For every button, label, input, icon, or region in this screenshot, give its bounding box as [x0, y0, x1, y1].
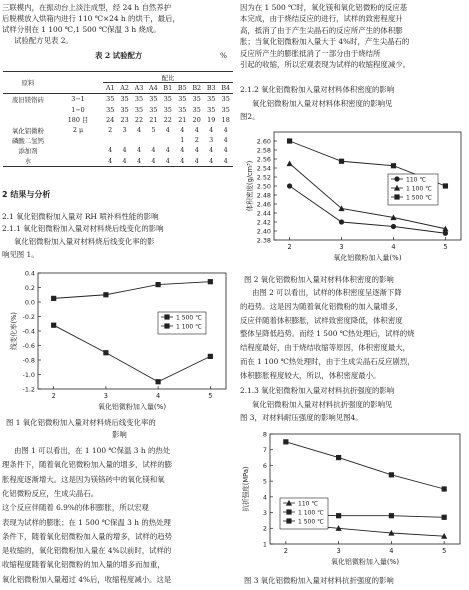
x-tick-label: 2 — [283, 547, 288, 555]
table-cell: 4 — [194, 156, 199, 165]
table-unit: % — [220, 51, 228, 60]
y-tick-label: 2.52 — [256, 173, 271, 182]
subsubsection-heading: 2.1.2 氧化铝微粉加入量对材料体积密度的影响 — [240, 85, 395, 94]
y-tick-label: -0.2 — [22, 312, 35, 321]
data-point — [443, 183, 448, 188]
table-cell — [132, 135, 146, 145]
data-point — [339, 159, 344, 164]
table-cell: 2 — [108, 126, 113, 135]
y-tick-label: 0.2 — [24, 283, 35, 292]
table-row — [3, 156, 233, 166]
table-col-header: B5 — [177, 84, 187, 93]
legend-label: 1 100 ℃ — [298, 509, 324, 517]
y-tick-label: 5 — [262, 477, 267, 486]
table-col-header: B1 — [163, 84, 173, 93]
y-tick-label: 2.44 — [256, 209, 271, 218]
y-tick-label: -1.0 — [22, 370, 35, 379]
y-tick-label: 0.4 — [24, 269, 35, 278]
table-cell: 4 — [209, 126, 214, 135]
table-cell: 21 — [178, 115, 187, 124]
text-line: 本完成，由于烧结反应的进行，试样的致密程度升 — [240, 14, 403, 24]
table-cell: 4 — [165, 126, 170, 135]
table-cell: 4 — [180, 126, 185, 135]
text-line: 胀；当氧化铝微粉加入量大于 4%时，产生尖晶石的 — [240, 37, 410, 47]
y-tick-label: 2.58 — [256, 146, 271, 155]
table-cell: 22 — [134, 115, 144, 124]
table-row — [3, 135, 233, 145]
figure-1-caption: 图 1 氧化铝微粉加入量对材料烧后线变化率的 — [6, 418, 156, 427]
data-point — [336, 455, 341, 460]
legend-label: 1 100 ℃ — [176, 323, 202, 331]
x-tick-label: 4 — [389, 547, 394, 555]
y-tick-label: 2.50 — [256, 182, 271, 191]
text-line: 而在 1 100 ℃热处理时，由于生成尖晶石反应剧烈， — [240, 357, 415, 366]
table-col-header: A4 — [149, 84, 158, 93]
table-cell: 35 — [163, 95, 172, 104]
data-point — [389, 513, 394, 518]
y-tick-label: 4 — [262, 493, 267, 502]
table-cell: 35 — [207, 105, 216, 114]
table-row — [3, 94, 233, 105]
text-line: 反应伴随着体积膨胀，试样致密度降低，体积密度 — [240, 315, 403, 325]
legend-label: 1 100 ℃ — [406, 185, 432, 193]
table-cell: 4 — [108, 156, 113, 165]
table-cell: 21 — [149, 115, 158, 124]
text-line: 收缩程度随着氧化铝微粉的加入量的增多而加重， — [2, 560, 165, 570]
figure-1-chart — [0, 265, 234, 425]
text-line: 是收缩的，氧化铝微粉加入量在 4%以前时，试样的 — [2, 546, 172, 556]
table-col-header: B4 — [221, 84, 231, 93]
table-col-header: B2 — [192, 84, 202, 93]
table-cell: 4 — [180, 146, 185, 155]
data-point — [156, 282, 161, 287]
legend-label: 110 ℃ — [298, 500, 319, 508]
table-row — [3, 125, 233, 135]
data-point — [287, 183, 292, 188]
table-cell: 4 — [165, 146, 170, 155]
data-point — [286, 518, 291, 523]
y-tick-label: 0.0 — [24, 298, 35, 307]
text-line: 图2。 — [240, 112, 260, 121]
y-tick-label: -0.4 — [22, 327, 35, 336]
data-point — [208, 279, 213, 284]
data-point — [103, 292, 108, 297]
table-cell-material — [3, 105, 53, 115]
table-col-header: A1 — [105, 84, 115, 93]
data-point — [336, 513, 341, 518]
data-point — [286, 160, 292, 166]
table-cell: 4 — [136, 156, 142, 165]
table-cell-material: 氧化铝微粉 — [12, 126, 44, 135]
y-tick-label: 7 — [262, 446, 267, 455]
table-cell — [146, 135, 160, 145]
table-cell-size: 1−0 — [71, 105, 85, 114]
table-cell: 24 — [106, 115, 115, 124]
table-cell-material: 磷酸二氢钙 — [12, 136, 44, 145]
x-tick-label: 4 — [156, 392, 161, 400]
figure-2-caption: 图 2 氧化铝微粉加入量对材料体积密度的影响 — [244, 275, 394, 284]
table-col-header: A3 — [134, 84, 144, 93]
data-point — [164, 323, 169, 328]
figure-2-chart — [238, 126, 469, 268]
text-line: 试验配方见表 2。 — [14, 36, 73, 45]
table-cell: 35 — [120, 105, 129, 114]
table-cell: 4 — [108, 146, 113, 155]
table-cell: 4 — [122, 156, 127, 165]
data-point — [51, 323, 56, 328]
text-line: 的趋势。这是因为随着氧化铝微粉的加入量增多， — [240, 301, 403, 311]
figure-3-caption: 图 3 氧化铝微粉加入量对材料抗折强度的影响 — [244, 576, 394, 585]
data-point — [156, 379, 161, 384]
text-line: 氧化铝微粉加入量对材料抗折强度的影响见 — [252, 400, 393, 409]
table-cell: 1 — [180, 136, 185, 145]
text-line: 因为在 1 500 ℃时，氧化镁和氧化铝微粉的反应基 — [240, 3, 408, 12]
table-cell: 35 — [134, 95, 144, 104]
x-tick-label: 2 — [51, 392, 56, 400]
text-line: 氧化铝微粉加入量对材料体积密度的影响见 — [252, 99, 393, 108]
legend-label: 1 500 ℃ — [406, 194, 432, 202]
table-cell-size — [53, 135, 103, 145]
table-cell-size: 2 μ — [72, 126, 84, 135]
text-line: 条件下，随着氧化铝微粉加入量的增多，试样的趋势 — [2, 531, 172, 541]
table-cell: 4 — [209, 156, 214, 165]
table-cell: 2 — [194, 136, 199, 145]
data-point — [442, 515, 447, 520]
series-line — [286, 442, 444, 489]
table-cell: 35 — [106, 95, 115, 104]
text-line: 整体呈降低趋势。而经 1 500 ℃热处理后，试样的烧 — [240, 329, 415, 339]
text-line: 试样分别在 1 100 ℃,1 500 ℃保温 3 h 烧成。 — [2, 25, 161, 34]
table-cell: 35 — [221, 105, 230, 114]
table-cell-size: 180 目 — [67, 116, 89, 125]
y-tick-label: 2 — [262, 524, 267, 533]
legend-label: 1 500 ℃ — [298, 518, 324, 526]
subsubsection-heading: 2.1.1 氧化铝微粉加入量对材料烧后线变化的影响 — [2, 224, 164, 233]
y-tick-label: 2.40 — [256, 227, 271, 236]
text-line: 三联模内，在振动台上淡注成型，经 24 h 自然养护 — [2, 3, 172, 12]
recipe-table — [3, 71, 233, 167]
table-row — [3, 145, 233, 155]
y-tick-label: 2.46 — [256, 200, 271, 209]
table-cell-size — [53, 156, 103, 166]
data-point — [443, 231, 448, 236]
y-axis-label: 线变化率(%) — [10, 312, 18, 350]
data-point — [394, 194, 399, 199]
data-point — [286, 509, 291, 514]
y-tick-label: 2.38 — [256, 236, 271, 245]
x-tick-label: 3 — [103, 392, 108, 400]
table-cell: 4 — [136, 146, 142, 155]
data-point — [394, 176, 399, 181]
x-tick-label: 2 — [287, 243, 292, 251]
text-line: 由图 2 可以看出，试样的体积密度呈逐渐下降 — [252, 288, 402, 297]
table-cell: 35 — [134, 105, 144, 114]
table-cell-material: 水 — [24, 157, 32, 166]
legend-label: 110 ℃ — [406, 176, 427, 184]
table-cell: 4 — [122, 146, 127, 155]
table-header-ratio: 配比 — [103, 72, 233, 83]
table-cell-material: 废旧镁铬砖 — [12, 95, 44, 104]
text-line: 结程度最好，由于烧结收缩等原因，体积密度最大， — [240, 343, 410, 353]
series-line — [54, 282, 211, 299]
table-cell: 23 — [120, 115, 129, 124]
table-cell: 35 — [106, 105, 115, 114]
table-cell: 5 — [151, 126, 156, 135]
y-axis-label: 抗折强度(MPa) — [242, 466, 250, 512]
data-point — [164, 314, 169, 319]
table-cell-material — [3, 115, 53, 125]
text-line: 响见图 1。 — [2, 250, 39, 259]
data-point — [208, 354, 213, 359]
table-cell: 4 — [223, 136, 228, 145]
table-cell: 22 — [163, 115, 172, 124]
text-line: 表现为试样的膨胀；在 1 500 ℃保温 3 h 的热处理 — [2, 517, 171, 527]
table-cell: 35 — [207, 95, 216, 104]
text-line: 图 3，对材料耐压强度的影响见图4。 — [240, 413, 363, 422]
text-line: 引起的收缩，所以宏观表现为试样的收缩程度减少。 — [240, 60, 410, 69]
table-header-material: 原料 — [21, 79, 35, 88]
table-cell: 4 — [223, 156, 228, 165]
text-line: 反应所产生的膨胀抵消了一部分由于烧结所 — [240, 48, 381, 58]
table-row — [3, 105, 233, 115]
table-cell: 4 — [194, 146, 199, 155]
data-point — [391, 163, 396, 168]
table-row — [3, 115, 233, 125]
table-cell: 35 — [192, 105, 201, 114]
text-line: 高，抵消了由于产生尖晶石的反应所产生的体积膨 — [240, 25, 403, 35]
y-tick-label: 2.42 — [256, 218, 271, 227]
figure-3-chart — [238, 426, 469, 574]
data-point — [391, 224, 396, 229]
x-tick-label: 5 — [442, 547, 447, 555]
data-point — [389, 472, 394, 477]
y-tick-label: 8 — [262, 430, 267, 439]
table-cell: 4 — [136, 126, 142, 135]
data-point — [103, 350, 108, 355]
text-line: 后脱模放入烘箱内进行 110 ℃×24 h 的烘干，最后， — [2, 14, 180, 23]
text-line: 氧化铝微粉加入量超过 4%后，收缩程度减小。这是 — [2, 574, 172, 584]
text-line: 体积膨胀程度较大，所以，体积密度最小。 — [240, 370, 381, 380]
table-cell — [161, 135, 175, 145]
data-point — [442, 486, 447, 491]
table-cell: 35 — [163, 105, 172, 114]
x-tick-label: 4 — [391, 243, 396, 251]
text-line: 胀程度逐渐增大。这是因为镁铬砖中的氧化镁和氧 — [2, 474, 165, 484]
table-cell: 35 — [221, 95, 230, 104]
table-cell: 4 — [223, 146, 228, 155]
y-tick-label: -0.8 — [22, 356, 35, 365]
table-cell: 4 — [151, 156, 156, 165]
table-cell: 35 — [178, 105, 187, 114]
x-axis-label: 氧化铝微粉加入量(%) — [333, 254, 402, 262]
table-cell: 19 — [207, 115, 216, 124]
table-cell: 4 — [223, 126, 228, 135]
table-cell — [117, 135, 131, 145]
text-line: 氧化铝微粉加入量对材料烧后线变化率的影 — [14, 237, 155, 246]
table-cell-size — [53, 145, 103, 155]
text-line: 由图 1 可以看出，在 1 100 ℃保温 3 h 的热处 — [14, 446, 171, 455]
table-cell: 4 — [209, 146, 214, 155]
x-axis-label: 氧化铝微粉加入量(%) — [97, 403, 167, 411]
table-cell: 35 — [178, 95, 187, 104]
y-tick-label: -0.6 — [22, 341, 35, 350]
text-line: 理条件下，随着氧化铝微粉加入量的增多，试样的膨 — [2, 460, 172, 470]
y-tick-label: 6 — [262, 461, 267, 470]
x-tick-label: 3 — [336, 547, 341, 555]
x-axis-label: 氧化铝微粉加入量(%) — [330, 558, 400, 566]
figure-1-caption-cont: 影响 — [112, 430, 127, 439]
x-tick-label: 5 — [208, 392, 213, 400]
text-line: 化铝微粉反应，生成尖晶石。 — [2, 488, 99, 498]
subsection-heading: 2.1 氧化铝微粉加入量对 RH 喷补料性能的影响 — [2, 212, 159, 221]
y-tick-label: 2.48 — [256, 191, 271, 200]
data-point — [287, 138, 292, 143]
subsubsection-heading: 2.1.3 氧化铝微粉加入量对材料抗折强度的影响 — [240, 386, 395, 395]
data-point — [51, 296, 56, 301]
text-line: 这个反应伴随着 6.9%的体积膨胀，所以宏观 — [2, 503, 149, 513]
table-cell: 35 — [149, 105, 158, 114]
table-col-header: B3 — [206, 84, 216, 93]
table-title: 表 2 试验配方 — [95, 51, 143, 60]
y-tick-label: -1.2 — [22, 385, 35, 394]
y-tick-label: 2.60 — [256, 137, 271, 146]
table-cell-material: 添加剂 — [18, 146, 38, 155]
table-cell: 35 — [192, 95, 201, 104]
x-tick-label: 3 — [339, 243, 344, 251]
table-cell: 3 — [209, 136, 214, 145]
table-cell: 3 — [122, 126, 127, 135]
table-cell: 4 — [151, 146, 156, 155]
table-cell-size: 3−1 — [71, 95, 85, 104]
table-cell: 18 — [221, 115, 230, 124]
table-cell: 4 — [180, 156, 185, 165]
section-heading: 2 结果与分析 — [2, 190, 51, 199]
table-cell — [103, 135, 117, 145]
y-tick-label: 2.56 — [256, 155, 271, 164]
y-tick-label: 1 — [262, 540, 267, 549]
table-cell: 35 — [120, 95, 129, 104]
y-axis-label: 体积密度(g/cm³) — [246, 160, 254, 212]
table-cell: 4 — [194, 126, 199, 135]
y-tick-label: 2.54 — [256, 164, 271, 173]
table-col-header: A2 — [120, 84, 129, 93]
table-cell: 20 — [192, 115, 201, 124]
y-tick-label: 3 — [262, 508, 267, 517]
table-cell: 4 — [165, 156, 170, 165]
x-tick-label: 5 — [443, 243, 448, 251]
data-point — [283, 439, 288, 444]
legend-label: 1 500 ℃ — [176, 314, 202, 322]
table-cell: 35 — [149, 95, 158, 104]
data-point — [339, 219, 344, 224]
